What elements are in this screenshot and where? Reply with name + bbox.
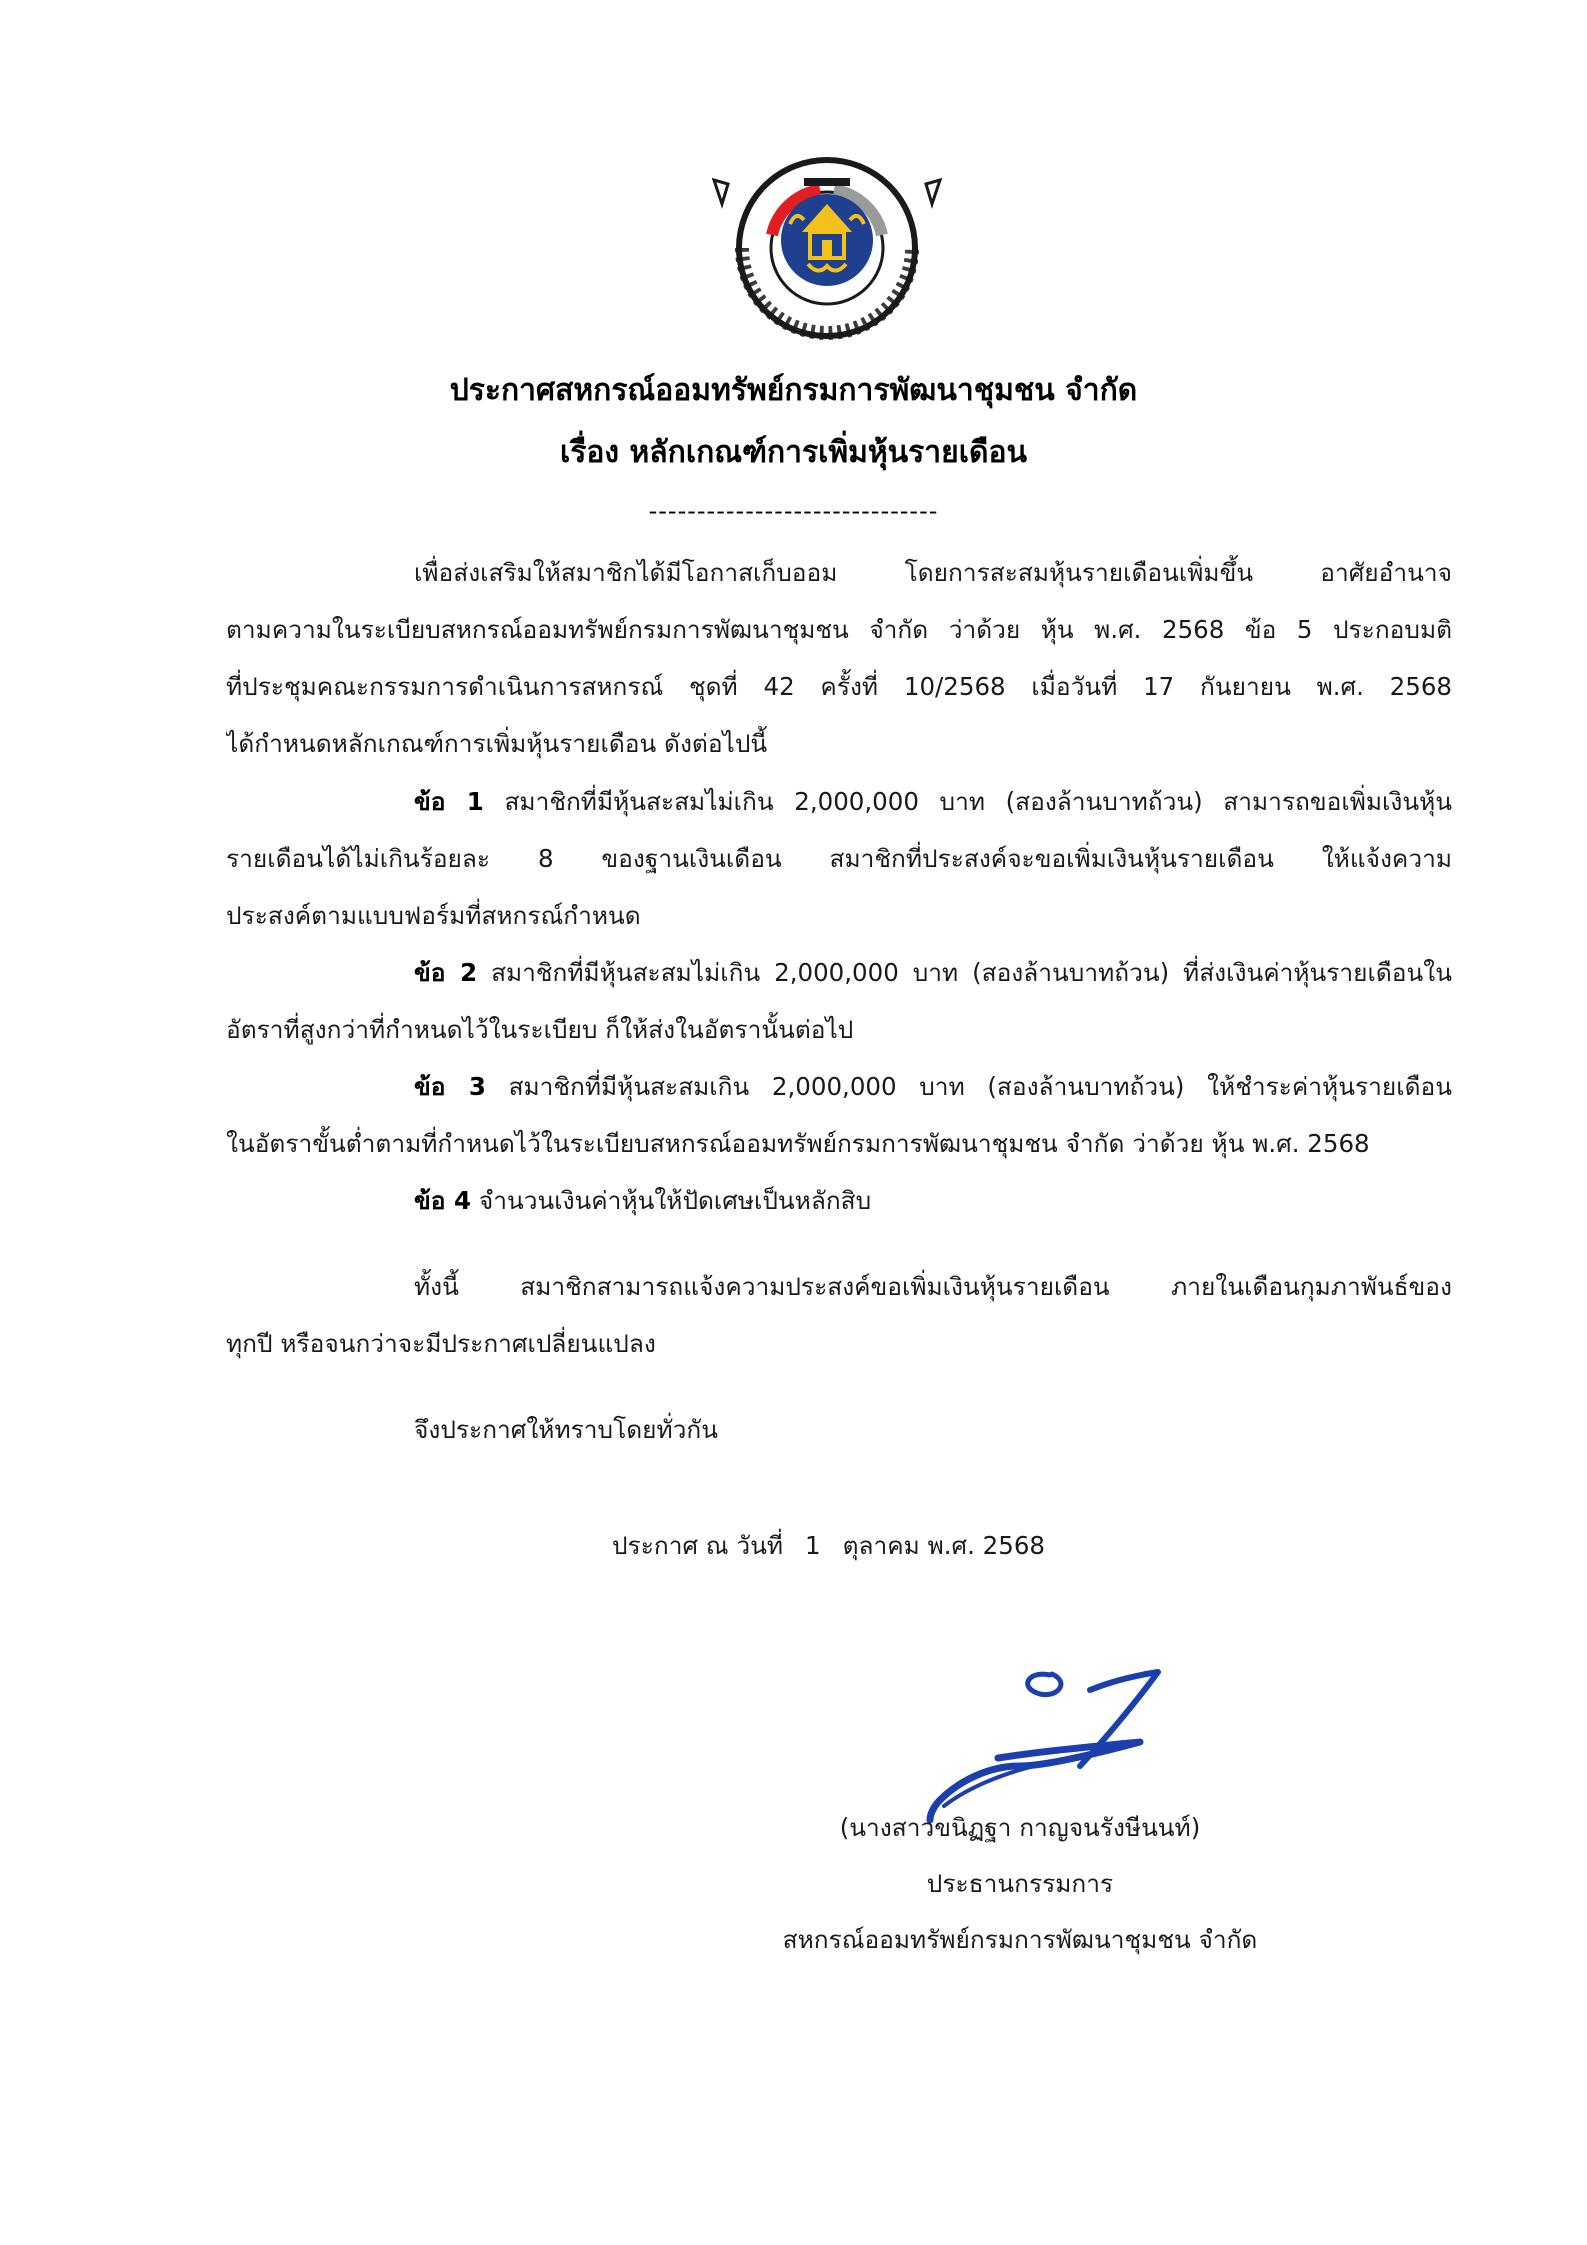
clause-4-line bbox=[226, 1172, 1452, 1229]
intro-line: ตามความในระเบียบสหกรณ์ออมทรัพย์กรมการพัฒนาชุมชน จำกัด ว่าด้วย หุ้น พ.ศ. 2568 ข้อ 5 ประกอบมติ bbox=[226, 615, 1452, 644]
date-month-year: ตุลาคม พ.ศ. 2568 bbox=[842, 1531, 1046, 1560]
clause-2-line bbox=[226, 944, 1452, 1001]
clause-1-line bbox=[226, 773, 1452, 830]
signer-position: ประธานกรรมการ bbox=[926, 1869, 1114, 1898]
clause-3-line: ในอัตราขั้นต่ำตามที่กำหนดไว้ในระเบียบสหกรณ์ออมทรัพย์กรมการพัฒนาชุมชน จำกัด ว่าด้วย หุ้น พ.ศ. 2568 bbox=[226, 1129, 1370, 1158]
date-day: 1 bbox=[804, 1531, 821, 1560]
note-paragraph bbox=[226, 1258, 1452, 1372]
title-divider: ------------------------------ bbox=[648, 497, 939, 525]
signer-organization: สหกรณ์ออมทรัพย์กรมการพัฒนาชุมชน จำกัด bbox=[782, 1925, 1258, 1954]
clause-4 bbox=[226, 1172, 1452, 1229]
clause-1 bbox=[226, 773, 1452, 944]
document-title: ประกาศสหกรณ์ออมทรัพย์กรมการพัฒนาชุมชน จำกัด bbox=[449, 373, 1138, 408]
intro-line: เพื่อส่งเสริมให้สมาชิกได้มีโอกาสเก็บออม โดยการสะสมหุ้นรายเดือนเพิ่มขึ้น อาศัยอำนาจ bbox=[414, 558, 1452, 587]
intro-line: ที่ประชุมคณะกรรมการดำเนินการสหกรณ์ ชุดที่ 42 ครั้งที่ 10/2568 เมื่อวันที่ 17 กันยายน พ.ศ. 2568 bbox=[226, 672, 1452, 701]
note-line: ทุกปี หรือจนกว่าจะมีประกาศเปลี่ยนแปลง bbox=[226, 1329, 656, 1358]
document-subject: เรื่อง หลักเกณฑ์การเพิ่มหุ้นรายเดือน bbox=[560, 435, 1027, 470]
closing-paragraph bbox=[226, 1401, 1452, 1458]
clause-2-line: อัตราที่สูงกว่าที่กำหนดไว้ในระเบียบ ก็ให้ส่งในอัตรานั้นต่อไป bbox=[226, 1015, 854, 1044]
handwritten-signature bbox=[900, 1630, 1210, 1830]
clause-1-label: ข้อ 1 bbox=[414, 787, 484, 816]
intro-paragraph bbox=[226, 544, 1452, 772]
clause-3 bbox=[226, 1058, 1452, 1172]
cooperative-logo bbox=[712, 140, 942, 340]
clause-2 bbox=[226, 944, 1452, 1058]
clause-3-text: สมาชิกที่มีหุ้นสะสมเกิน 2,000,000 บาท (สองล้านบาทถ้วน) ให้ชำระค่าหุ้นรายเดือน bbox=[508, 1072, 1452, 1101]
clause-3-line bbox=[226, 1058, 1452, 1115]
clause-4-label: ข้อ 4 bbox=[414, 1186, 472, 1215]
date-prefix: ประกาศ ณ วันที่ bbox=[612, 1531, 783, 1560]
clause-2-text: สมาชิกที่มีหุ้นสะสมไม่เกิน 2,000,000 บาท (สองล้านบาทถ้วน) ที่ส่งเงินค่าหุ้นรายเดือนใน bbox=[491, 958, 1452, 987]
note-line: ทั้งนี้ สมาชิกสามารถแจ้งความประสงค์ขอเพิ่มเงินหุ้นรายเดือน ภายในเดือนกุมภาพันธ์ของ bbox=[414, 1272, 1452, 1301]
clause-2-label: ข้อ 2 bbox=[414, 958, 478, 987]
clause-1-line: รายเดือนได้ไม่เกินร้อยละ 8 ของฐานเงินเดือน สมาชิกที่ประสงค์จะขอเพิ่มเงินหุ้นรายเดือน ให้แจ้งความ bbox=[226, 844, 1452, 873]
logo-emblem-icon bbox=[712, 140, 942, 340]
signer-name: (นางสาวขนิฏฐา กาญจนรังษีนนท์) bbox=[839, 1813, 1201, 1842]
clause-4-text: จำนวนเงินค่าหุ้นให้ปัดเศษเป็นหลักสิบ bbox=[478, 1186, 872, 1215]
clause-3-label: ข้อ 3 bbox=[414, 1072, 486, 1101]
announcement-date bbox=[612, 1526, 1045, 1566]
clause-1-text: สมาชิกที่มีหุ้นสะสมไม่เกิน 2,000,000 บาท (สองล้านบาทถ้วน) สามารถขอเพิ่มเงินหุ้น bbox=[504, 787, 1452, 816]
clause-1-line: ประสงค์ตามแบบฟอร์มที่สหกรณ์กำหนด bbox=[226, 901, 641, 930]
closing-line: จึงประกาศให้ทราบโดยทั่วกัน bbox=[414, 1415, 718, 1444]
intro-line: ได้กำหนดหลักเกณฑ์การเพิ่มหุ้นรายเดือน ดังต่อไปนี้ bbox=[226, 729, 768, 758]
